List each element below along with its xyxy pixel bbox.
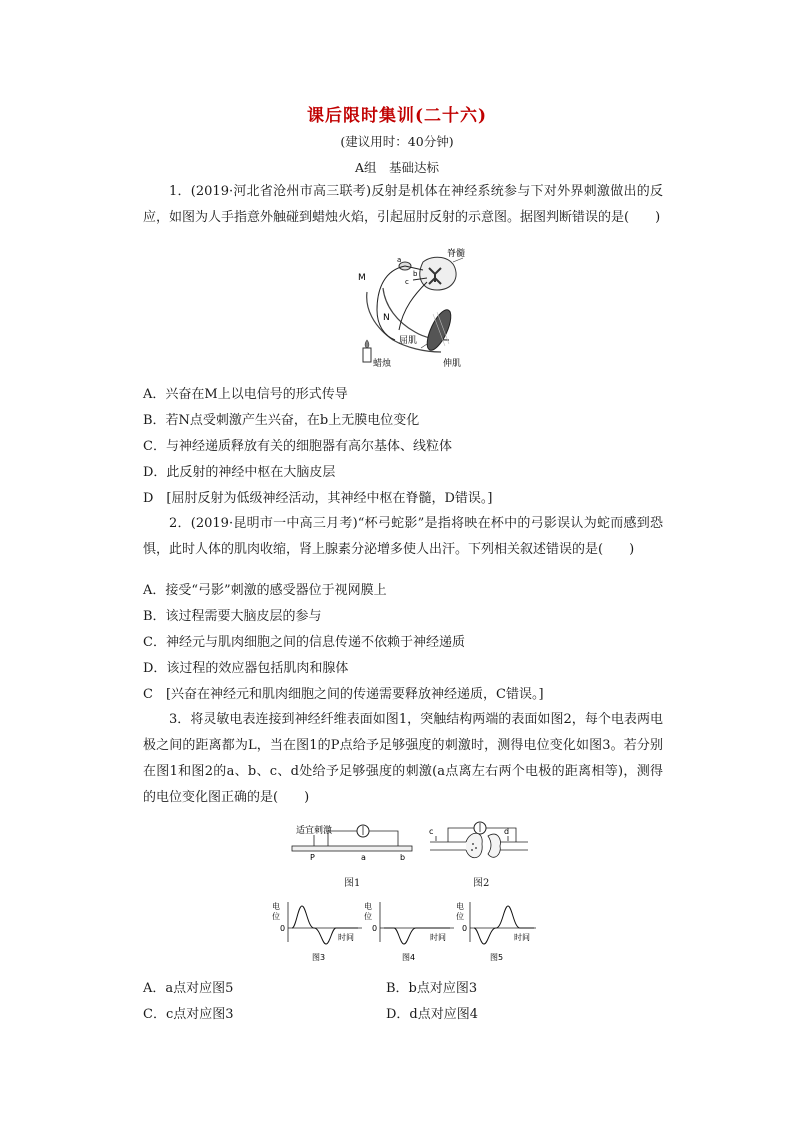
graph-4-ylabel-2: 位 [364,912,372,921]
graph-4-xlabel: 时间 [430,933,446,942]
q2-option-b: B．该过程需要大脑皮层的参与 [143,609,322,624]
fig1-stim-label: 适宜刺激 [296,826,333,836]
q3-option-d: D．d点对应图4 [386,1007,479,1022]
graph-3 [272,901,362,962]
graph-3-xlabel: 时间 [338,933,354,942]
q2-option-d: D．该过程的效应器包括肌肉和腺体 [143,661,349,676]
q1-stem: 1．(2019·河北省沧州市高三联考)反射是机体在神经系统参与下对外界刺激做出的反应，如图为人手指意外触碰到蜡烛火焰，引起屈肘反射的示意图。据图判断错误的是( ) [143,184,663,225]
fig1-label-b: b [400,853,406,862]
graph-4 [364,901,454,962]
fig1-label-p: P [310,853,315,862]
time-hint: (建议用时：40分钟) [340,134,454,149]
fig2-label-d: d [504,827,510,836]
graph-3-ylabel-2: 位 [272,912,280,921]
q1-option-c: C．与神经递质释放有关的细胞器有高尔基体、线粒体 [143,439,452,454]
label-flexor: 屈肌 [399,336,418,346]
q2-option-a: A．接受“弓影”刺激的感受器位于视网膜上 [143,583,387,598]
q2-answer: C [兴奋在神经元和肌肉细胞之间的传递需要释放神经递质，C错误。] [143,687,544,702]
q1-option-a: A．兴奋在M上以电信号的形式传导 [143,387,348,402]
label-b: b [413,270,418,278]
graph-3-ylabel-1: 电 [272,902,280,911]
graph-5 [456,901,536,962]
q2-option-c: C．神经元与肌肉细胞之间的信息传递不依赖于神经递质 [143,635,465,650]
fig2-label-c: c [429,827,434,836]
label-a: a [397,256,402,264]
figure-2-synapse [428,820,530,868]
graph-4-zero: 0 [372,924,378,933]
label-m: M [358,273,366,283]
q1-option-d: D．此反射的神经中枢在大脑皮层 [143,465,336,480]
q3-option-b: B．b点对应图3 [386,981,478,996]
q3-stem: 3．将灵敏电表连接到神经纤维表面如图1，突触结构两端的表面如图2，每个电表两电极之间的距离都为L，当在图1的P点给予足够强度的刺激时，测得电位变化如图3。若分别在图1和图2的a、b、c、d处给予足够强度的刺激(a点离左右两个电极的距离相等)，测得的电位变化图正确的是( ) [143,712,663,805]
label-c: c [405,278,409,286]
label-n: N [383,313,390,323]
q1-option-b: B．若N点受刺激产生兴奋，在b上无膜电位变化 [143,413,420,428]
figure-1-nerve-fiber [288,822,418,866]
page-title: 课后限时集训(二十六) [306,106,488,126]
fig1-label-a: a [361,853,366,862]
graph-5-ylabel-1: 电 [456,902,464,911]
graph-5-xlabel: 时间 [514,933,530,942]
group-heading: A组 基础达标 [354,160,440,175]
reflex-arc-figure [355,248,475,372]
graph-4-caption: 图4 [402,953,416,962]
figure-1-caption: 图1 [344,878,361,889]
graph-5-zero: 0 [462,924,468,933]
graph-3-zero: 0 [280,924,286,933]
q2-stem: 2．(2019·昆明市一中高三月考)“杯弓蛇影”是指将映在杯中的弓影误认为蛇而感到恐惧，此时人体的肌肉收缩，肾上腺素分泌增多使人出汗。下列相关叙述错误的是( ) [143,516,663,557]
q1-answer: D [屈肘反射为低级神经活动，其神经中枢在脊髓，D错误。] [143,491,493,506]
label-candle: 蜡烛 [373,359,392,369]
graph-3-caption: 图3 [312,953,326,962]
potential-graphs [270,898,540,964]
figure-2-caption: 图2 [473,878,490,889]
q3-option-a: A．a点对应图5 [143,981,234,996]
label-spinal-cord: 脊髓 [447,249,466,259]
graph-5-ylabel-2: 位 [456,912,464,921]
label-extensor: 伸肌 [443,359,462,369]
q3-option-c: C．c点对应图3 [143,1007,234,1022]
graph-4-ylabel-1: 电 [364,902,372,911]
graph-5-caption: 图5 [490,953,504,962]
